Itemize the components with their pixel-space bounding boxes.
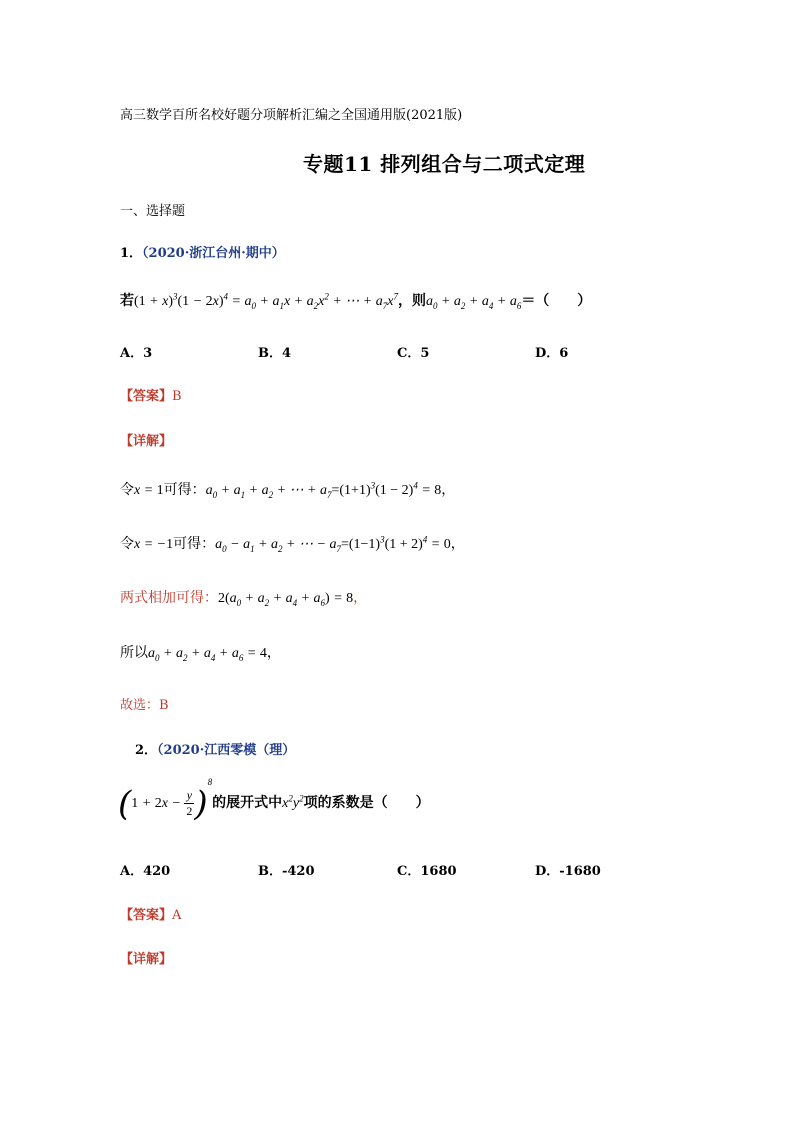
question-1-option-a[interactable]: A．3 xyxy=(120,346,153,361)
question-1-mid: ，则 xyxy=(397,293,426,309)
answer-label: 【答案】 xyxy=(120,389,173,404)
solution-step-3: 两式相加可得：$2(a_0 + a_2 + a_4 + a_6) = 8$， xyxy=(120,590,368,608)
document-subtitle: 高三数学百所名校好题分项解析汇编之全国通用版(2021版) xyxy=(120,108,463,123)
solution-step-1: 令x = 1可得：$a_0 + a_1 + a_2$ + ⋯ + $a_7=(1+1)^3(1 - 2)^4 = 8$， xyxy=(120,480,456,500)
question-1-option-c[interactable]: C．5 xyxy=(397,346,430,361)
question-1-suffix: ＝（ ） xyxy=(521,293,592,309)
question-1-text xyxy=(120,290,591,310)
question-1-option-d[interactable]: D．6 xyxy=(535,346,569,361)
solution-step-4: 所以$a_0 + a_2 + a_4 + a_6 = 4$， xyxy=(120,645,281,663)
question-1-sum: $a_0 + a_2 + a_4 + a_6$ xyxy=(425,294,522,311)
answer-value: A xyxy=(172,908,182,923)
page-title: 专题11 排列组合与二项式定理 xyxy=(303,152,586,176)
question-2-option-a[interactable]: A．420 xyxy=(120,864,171,879)
question-2-option-c[interactable]: C．1680 xyxy=(397,864,457,879)
answer-value: B xyxy=(172,389,182,404)
question-1-answer xyxy=(120,385,182,404)
question-2-option-d[interactable]: D．-1680 xyxy=(535,864,601,879)
question-2-text: (1 + 2x − $\frac{y}{2}$ )$^8$的展开式中$x^2y^2$项的系数是（ ） xyxy=(118,777,430,824)
question-2-number: 2． xyxy=(135,743,158,758)
question-1-source: （2020·浙江台州·期中） xyxy=(142,246,285,261)
question-2-detail-label: 【详解】 xyxy=(120,952,173,967)
question-1-detail-label: 【详解】 xyxy=(120,434,173,449)
question-2-expression: (1 + 2x − $\frac{y}{2}$ )$^8$ xyxy=(118,777,213,824)
section-heading: 一、选择题 xyxy=(120,204,186,219)
question-1-equation: $(1 + x)^3(1 - 2x)^4 = a_0 + a_1x + a_2x^2$ + ⋯ + $a_7x^7$ xyxy=(134,291,398,311)
question-2-option-b[interactable]: B．-420 xyxy=(258,864,315,879)
question-1-final-choice: 故选：B xyxy=(120,698,169,713)
solution-step-2: 令x = −1可得：$a_0 - a_1 + a_2$ + ⋯ − $a_7=(1-1)^3(1 + 2)^4 = 0$， xyxy=(120,534,465,554)
question-2-answer xyxy=(120,904,181,923)
question-1-number: 1． xyxy=(120,246,143,261)
question-1-option-b[interactable]: B．4 xyxy=(258,346,292,361)
question-2-header xyxy=(135,739,295,758)
question-1-prefix: 若 xyxy=(120,293,134,309)
question-1-header xyxy=(120,242,285,261)
question-2-source: （2020·江西零模（理） xyxy=(157,743,296,758)
answer-label: 【答案】 xyxy=(120,908,173,923)
